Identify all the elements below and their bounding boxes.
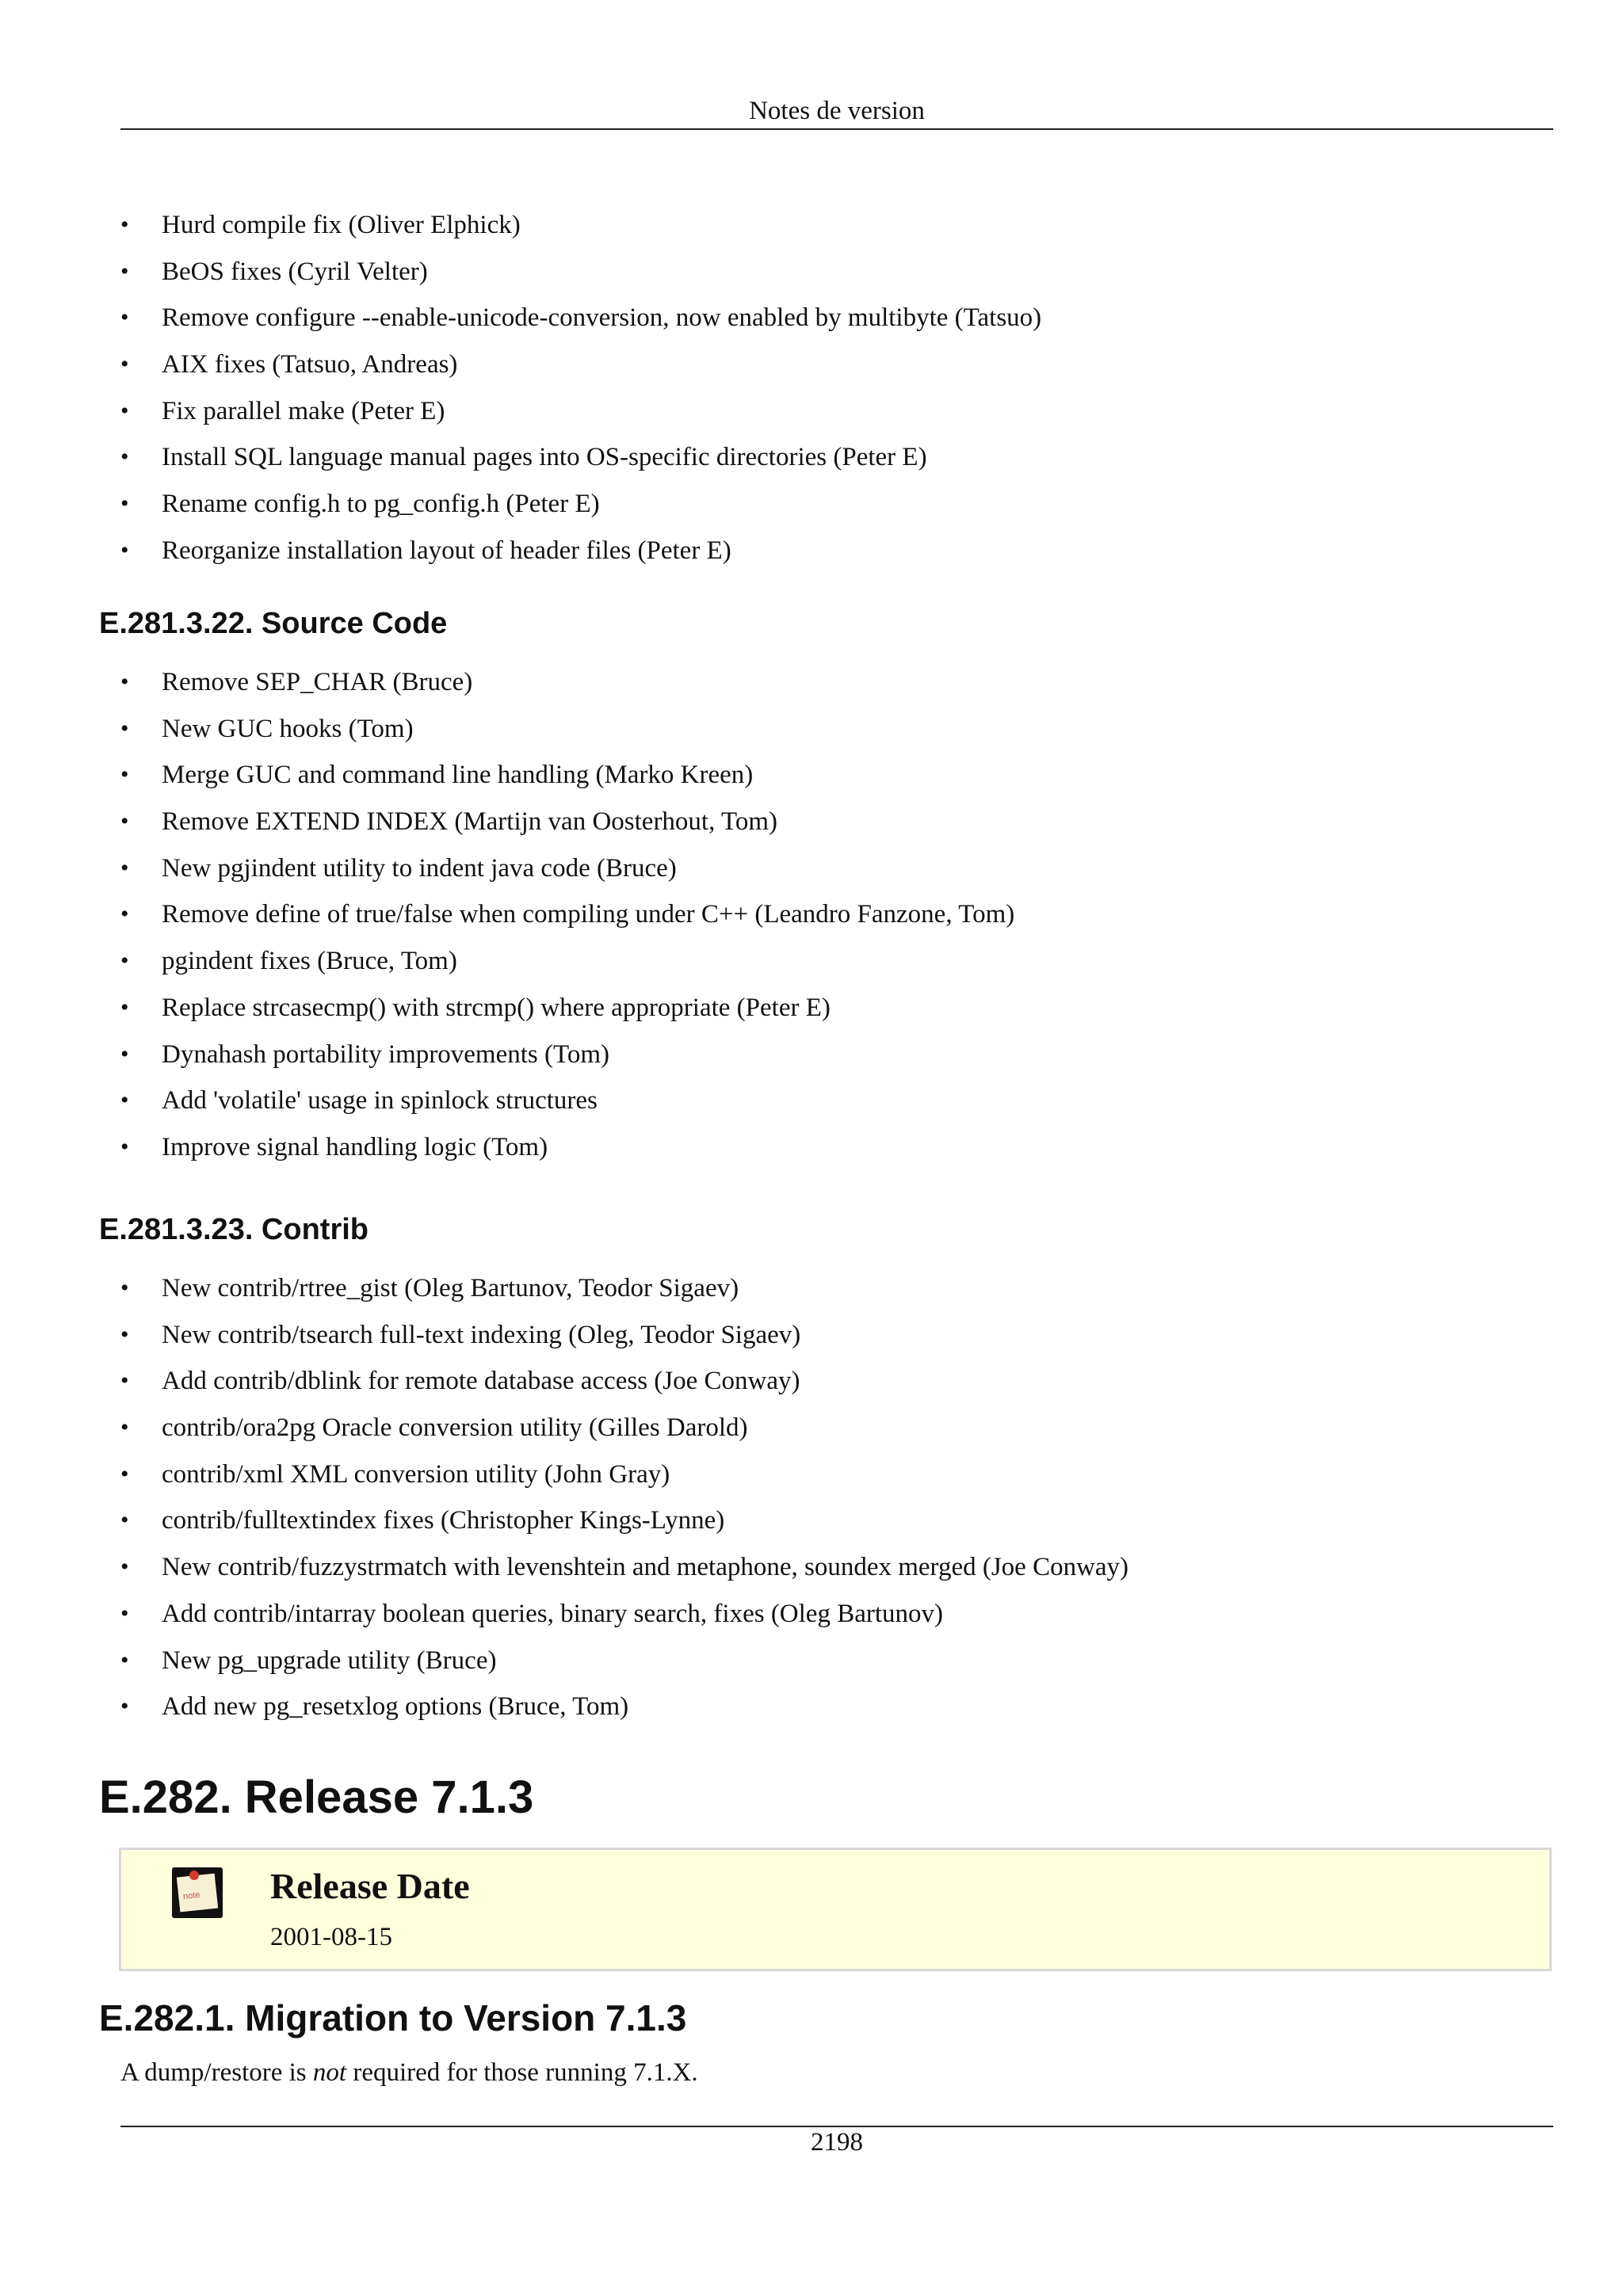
header-rule — [120, 128, 1553, 130]
section-heading-contrib: E.281.3.23. Contrib — [99, 1213, 369, 1246]
list-item: • BeOS fixes (Cyril Velter) — [0, 249, 1623, 296]
list-item: • New contrib/rtree_gist (Oleg Bartunov, Teodor Sigaev) — [0, 1265, 1623, 1312]
list-item: • New contrib/fuzzystrmatch with levenshtein and metaphone, soundex merged (Joe Conway) — [0, 1544, 1623, 1591]
release-heading: E.282. Release 7.1.3 — [99, 1772, 534, 1823]
list-item: • pgindent fixes (Bruce, Tom) — [0, 938, 1623, 985]
contrib-list — [0, 1265, 1623, 1730]
note-icon: note — [172, 1867, 223, 1918]
list-item: • Reorganize installation layout of header files (Peter E) — [0, 528, 1623, 574]
list-item: • Hurd compile fix (Oliver Elphick) — [0, 202, 1623, 249]
list-item: • New GUC hooks (Tom) — [0, 706, 1623, 753]
list-item: • Install SQL language manual pages into OS-specific directories (Peter E) — [0, 434, 1623, 481]
list-item: • Add new pg_resetxlog options (Bruce, Tom) — [0, 1684, 1623, 1730]
page-header: Notes de version — [749, 97, 925, 125]
migration-heading: E.282.1. Migration to Version 7.1.3 — [99, 1997, 687, 2039]
list-item: • contrib/xml XML conversion utility (John Gray) — [0, 1451, 1623, 1498]
list-item: • AIX fixes (Tatsuo, Andreas) — [0, 341, 1623, 388]
list-item: • Rename config.h to pg_config.h (Peter E) — [0, 481, 1623, 528]
release-date: 2001-08-15 — [270, 1923, 392, 1951]
list-item: • Merge GUC and command line handling (Marko Kreen) — [0, 752, 1623, 799]
list-item: • Remove SEP_CHAR (Bruce) — [0, 659, 1623, 706]
list-item: • Replace strcasecmp() with strcmp() where appropriate (Peter E) — [0, 985, 1623, 1032]
migration-paragraph: A dump/restore is not required for those running 7.1.X. — [120, 2058, 698, 2087]
list-item: • contrib/fulltextindex fixes (Christopher Kings-Lynne) — [0, 1497, 1623, 1544]
section-heading-source-code: E.281.3.22. Source Code — [99, 607, 448, 640]
note-title: Release Date — [270, 1866, 470, 1906]
list-item: • Dynahash portability improvements (Tom) — [0, 1032, 1623, 1078]
build-list — [0, 202, 1623, 574]
list-item: • Remove define of true/false when compiling under C++ (Leandro Fanzone, Tom) — [0, 891, 1623, 938]
list-item: • New pg_upgrade utility (Bruce) — [0, 1638, 1623, 1684]
list-item: • Remove configure --enable-unicode-conversion, now enabled by multibyte (Tatsuo) — [0, 295, 1623, 341]
list-item: • Add contrib/intarray boolean queries, binary search, fixes (Oleg Bartunov) — [0, 1591, 1623, 1638]
list-item: • Add 'volatile' usage in spinlock structures — [0, 1077, 1623, 1124]
page-number: 2198 — [811, 2128, 863, 2157]
list-item: • Add contrib/dblink for remote database access (Joe Conway) — [0, 1358, 1623, 1405]
release-date-note — [119, 1848, 1552, 1971]
list-item: • contrib/ora2pg Oracle conversion utility (Gilles Darold) — [0, 1405, 1623, 1451]
list-item: • New pgjindent utility to indent java code (Bruce) — [0, 845, 1623, 892]
emphasis-not: not — [312, 2058, 347, 2087]
source-code-list — [0, 659, 1623, 1171]
list-item: • Fix parallel make (Peter E) — [0, 388, 1623, 435]
list-item: • Improve signal handling logic (Tom) — [0, 1124, 1623, 1171]
list-item: • Remove EXTEND INDEX (Martijn van Oosterhout, Tom) — [0, 799, 1623, 845]
list-item: • New contrib/tsearch full-text indexing (Oleg, Teodor Sigaev) — [0, 1312, 1623, 1359]
